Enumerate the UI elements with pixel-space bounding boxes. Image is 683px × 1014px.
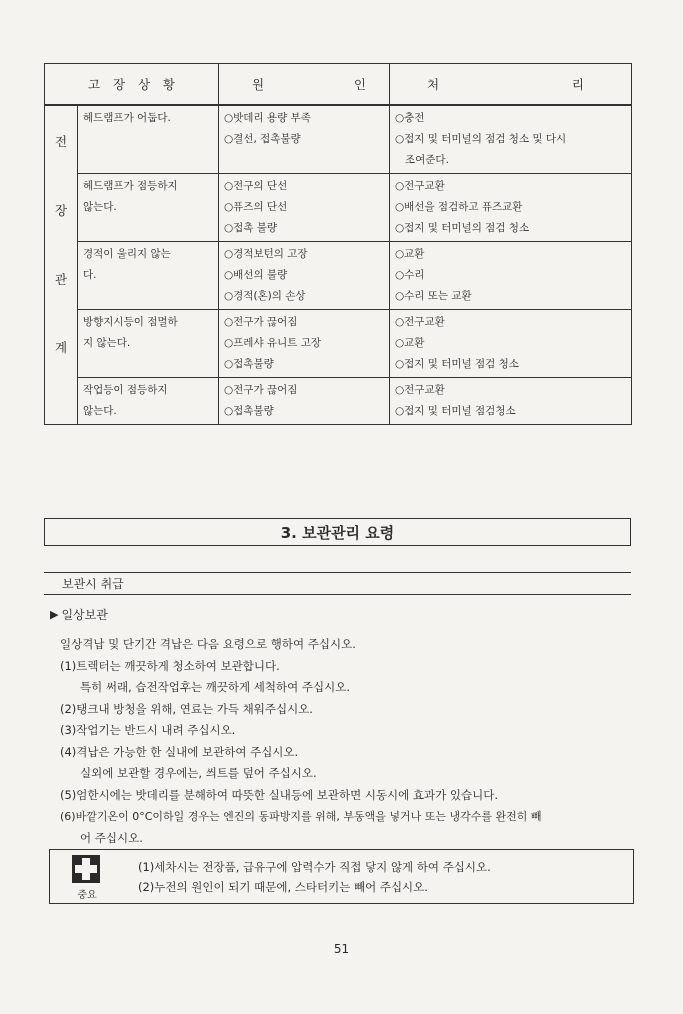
instruction-line: 어 주십시오.	[80, 830, 143, 845]
symptom-cell: 헤드램프가 어둡다.	[78, 105, 219, 174]
symptom-cell: 방향지시등이 점멸하 지 않는다.	[78, 310, 219, 378]
cause-cell: ○전구가 끊어짐 ○접촉불량	[219, 378, 390, 425]
instruction-line: (5)엄한시에는 밧데리를 분해하여 따뜻한 실내등에 보관하면 시동시에 효과가 있습니다.	[60, 787, 499, 802]
table-row	[45, 242, 632, 310]
divider	[44, 594, 631, 595]
cause-cell: ○경적보턴의 고장 ○배선의 불량 ○경적(혼)의 손상	[219, 242, 390, 310]
storage-instructions	[60, 634, 640, 849]
symptom-cell: 작업등이 점등하지 않는다.	[78, 378, 219, 425]
important-notice-box	[49, 849, 634, 904]
section-title: 3. 보관관리 요령	[44, 518, 631, 546]
cause-cell: ○밧데리 용량 부족 ○결선, 접촉불량	[219, 105, 390, 174]
troubleshooting-table	[44, 63, 632, 425]
remedy-cell: ○충전 ○접지 및 터미널의 점검 청소 및 다시 조여준다.	[390, 105, 632, 174]
table-row	[45, 310, 632, 378]
remedy-cell: ○교환 ○수리 ○수리 또는 교환	[390, 242, 632, 310]
instruction-line: (2)탱크내 방청을 위해, 연료는 가득 채워주십시오.	[60, 701, 313, 716]
table-row	[45, 174, 632, 242]
header-remedy: 처 리	[390, 64, 632, 106]
symptom-cell: 경적이 울리지 않는 다.	[78, 242, 219, 310]
instruction-line: 특히 써래, 습전작업후는 깨끗하게 세척하여 주십시오.	[80, 680, 350, 694]
group-label-electrical: 전 장 관 계	[45, 105, 78, 425]
warning-cross-icon	[72, 855, 100, 883]
table-row	[45, 378, 632, 425]
instruction-line: (4)격납은 가능한 한 실내에 보관하여 주십시오.	[60, 744, 299, 759]
instruction-line: (6)바깥기온이 0°C이하일 경우는 엔진의 동파방지를 위해, 부동액을 넣거나 또는 냉각수를 완전히 빼	[60, 810, 542, 823]
header-symptom: 고 장 상 황	[45, 64, 219, 106]
table-row	[45, 105, 632, 174]
daily-storage-heading: ▶ 일상보관	[50, 608, 108, 622]
cause-cell: ○전구의 단선 ○퓨즈의 단선 ○접촉 불량	[219, 174, 390, 242]
table-header-row	[45, 64, 632, 106]
important-label: 중요	[77, 890, 97, 901]
divider	[44, 572, 631, 573]
storage-subheading: 보관시 취급	[62, 577, 124, 591]
remedy-cell: ○전구교환 ○접지 및 터미널 점검청소	[390, 378, 632, 425]
instruction-line: 일상격납 및 단기간 격납은 다음 요령으로 행하여 주십시오.	[60, 637, 356, 651]
instruction-line: (1)트렉터는 깨끗하게 청소하여 보관합니다.	[60, 658, 280, 673]
triangle-bullet-icon: ▶	[50, 608, 59, 621]
symptom-cell: 헤드램프가 점등하지 않는다.	[78, 174, 219, 242]
remedy-cell: ○전구교환 ○교환 ○접지 및 터미널 점검 청소	[390, 310, 632, 378]
important-lines	[138, 857, 491, 897]
important-line: (2)누전의 원인이 되기 때문에, 스타터키는 빼어 주십시오.	[138, 880, 428, 894]
instruction-line: 실외에 보관할 경우에는, 씌트를 덮어 주십시오.	[80, 766, 317, 780]
header-cause: 원 인	[219, 64, 390, 106]
important-line: (1)세차시는 전장품, 급유구에 압력수가 직접 닿지 않게 하여 주십시오.	[138, 860, 491, 874]
remedy-cell: ○전구교환 ○배선을 점검하고 퓨즈교환 ○접지 및 터미널의 점검 청소	[390, 174, 632, 242]
cause-cell: ○전구가 끊어짐 ○프레샤 유니트 고장 ○접촉불량	[219, 310, 390, 378]
page-number: 51	[333, 942, 350, 956]
instruction-line: (3)작업기는 반드시 내려 주십시오.	[60, 723, 236, 737]
